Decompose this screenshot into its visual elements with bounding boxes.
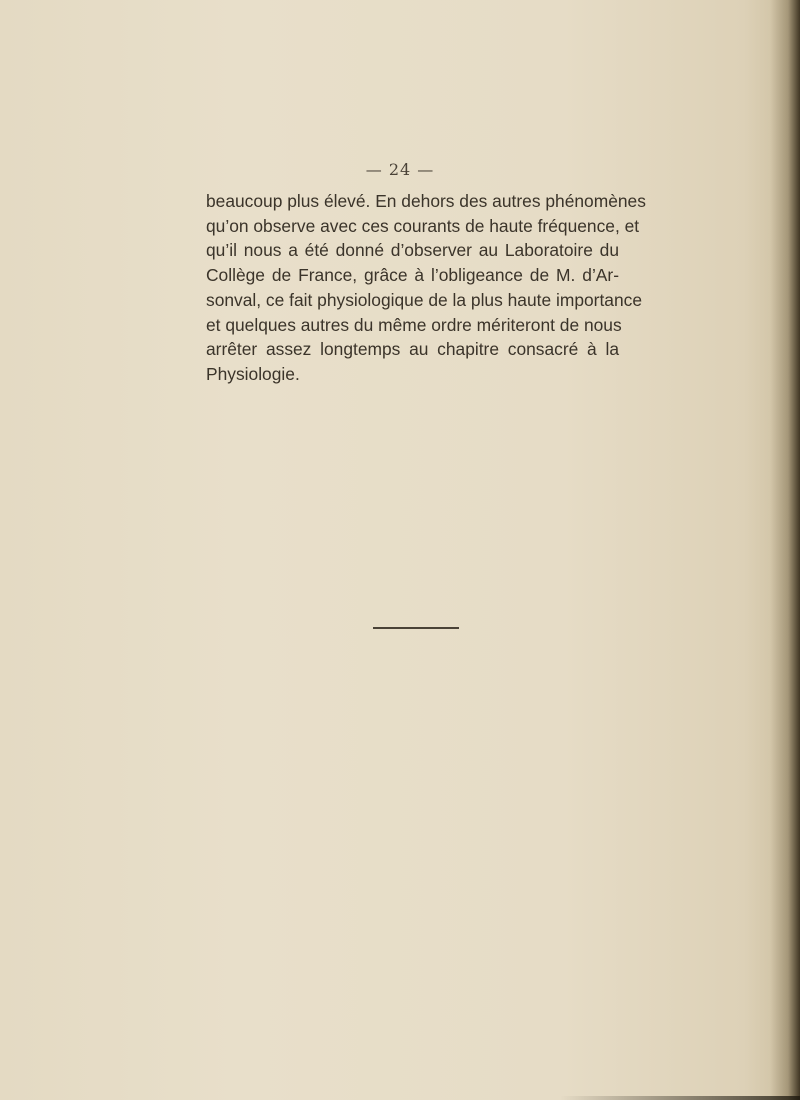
page-number: — 24 — bbox=[365, 160, 435, 179]
paragraph bbox=[206, 189, 646, 387]
text-line: beaucoup plus élevé. En dehors des autres phénomènes bbox=[206, 191, 646, 211]
section-divider-rule bbox=[373, 627, 459, 629]
text-line: qu’il nous a été donné d’observer au Laboratoire du bbox=[206, 240, 619, 261]
text-line: arrêter assez longtemps au chapitre consacré à la bbox=[206, 339, 619, 360]
page-edge-shadow bbox=[770, 0, 800, 1100]
text-line: Collège de France, grâce à l’obligeance de M. d’Ar- bbox=[206, 265, 619, 286]
text-line: et quelques autres du même ordre mériteront de nous bbox=[206, 314, 622, 335]
text-line: Physiologie. bbox=[206, 363, 300, 384]
text-line: sonval, ce fait physiologique de la plus haute importance bbox=[206, 289, 643, 310]
text-line: qu’on observe avec ces courants de haute fréquence, et bbox=[206, 215, 640, 236]
page-bottom-edge bbox=[560, 1096, 800, 1100]
